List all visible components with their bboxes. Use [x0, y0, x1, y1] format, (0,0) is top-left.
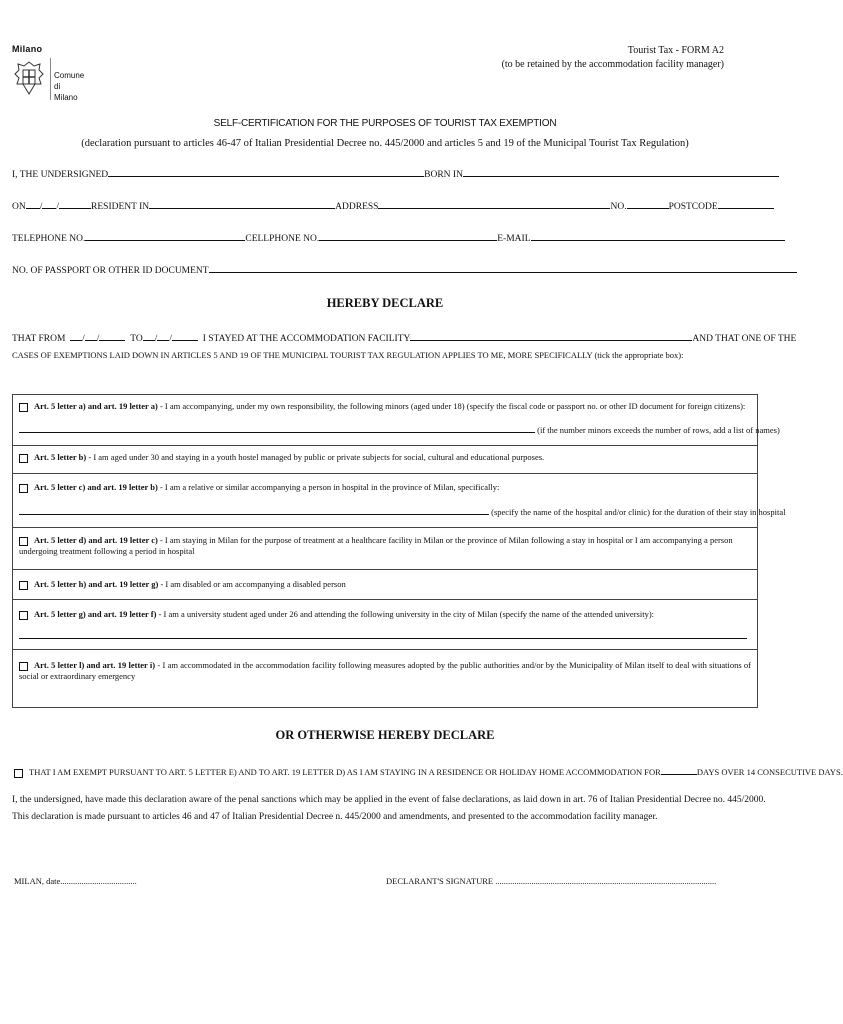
- city-name: Milano: [12, 44, 43, 54]
- house-number-field[interactable]: [627, 200, 669, 209]
- case-c-note: (specify the name of the hospital and/or clinic) for the duration of their stay in hospital: [491, 507, 786, 517]
- to-day-field[interactable]: [143, 332, 155, 341]
- document-subtitle: (declaration pursuant to articles 46-47 of Italian Presidential Decree no. 445/2000 and articles 5 and 19 of the Municipal Tourist Tax Regulation): [81, 138, 689, 149]
- case-a-text: - I am accompanying, under my own responsibility, the following minors (aged under 18) (specify the fiscal code or passport no. or other ID document for foreign citizens):: [159, 401, 746, 411]
- address-field[interactable]: [378, 200, 610, 209]
- case-g-checkbox[interactable]: [19, 611, 28, 620]
- milan-date[interactable]: MILAN, date....................................: [14, 876, 137, 886]
- no-label: NO.: [610, 202, 627, 212]
- case-l-ref: Art. 5 letter l) and art. 19 letter i): [34, 660, 156, 670]
- case-row-g: [13, 599, 757, 650]
- case-c-ref: Art. 5 letter c) and art. 19 letter b): [34, 482, 158, 492]
- case-h-checkbox[interactable]: [19, 581, 28, 590]
- case-l-text: - I am accommodated in the accommodation facility following measures adopted by the public authorities and/or by the Municipality of Milan itself to deal with situations of social or extraordinary emergency: [19, 660, 752, 681]
- undersigned-row: [12, 168, 756, 180]
- comune-line2: di Milano: [54, 82, 78, 102]
- birth-month-field[interactable]: [42, 200, 56, 209]
- closing-line-2: This declaration is made pursuant to articles 46 and 47 of Italian Presidential Decree n. 445/2000 and amendments, and presented to the accommodation facility manager.: [12, 812, 658, 822]
- case-row-l: [13, 649, 757, 708]
- birthplace-field[interactable]: [463, 168, 779, 177]
- comune-line1: Comune: [54, 71, 85, 80]
- case-a-note: (if the number minors exceeds the number of rows, add a list of names): [537, 425, 780, 435]
- case-h-text: - I am disabled or am accompanying a disabled person: [160, 579, 346, 589]
- closing-line-1: I, the undersigned, have made this declaration aware of the penal sanctions which may be applied in the event of false declarations, as laid down in art. 76 of Italian Presidential Decree no. 445/2000.: [12, 795, 766, 805]
- cellphone-field[interactable]: [319, 232, 497, 241]
- case-d-checkbox[interactable]: [19, 537, 28, 546]
- case-row-b: [13, 445, 757, 474]
- that-from-label: THAT FROM: [12, 334, 66, 344]
- case-c-text: - I am a relative or similar accompanying a person in hospital in the province of Milan, specifically:: [159, 482, 500, 492]
- postcode-field[interactable]: [718, 200, 774, 209]
- email-field[interactable]: [531, 232, 785, 241]
- form-id: [502, 44, 724, 72]
- case-row-a: [13, 395, 780, 445]
- case-d-ref: Art. 5 letter d) and art. 19 letter c): [34, 535, 158, 545]
- cellphone-label: CELLPHONE NO.: [245, 234, 320, 244]
- undersigned-label: I, THE UNDERSIGNED: [12, 170, 109, 180]
- email-label: E-MAIL: [497, 234, 531, 244]
- telephone-label: TELEPHONE NO.: [12, 234, 86, 244]
- birth-day-field[interactable]: [26, 200, 40, 209]
- signature-line[interactable]: DECLARANT'S SIGNATURE ........................................................................................................: [386, 876, 717, 886]
- case-h-ref: Art. 5 letter h) and art. 19 letter g): [34, 579, 159, 589]
- otherwise-days: DAYS OVER 14 CONSECUTIVE DAYS.: [696, 767, 843, 777]
- otherwise-row: [14, 766, 843, 778]
- case-row-c: [13, 473, 786, 528]
- case-g-text: - I am a university student aged under 26 and attending the following university in the city of Milan (specify the name of the attended university):: [158, 609, 655, 619]
- otherwise-heading: OR OTHERWISE HEREBY DECLARE: [275, 728, 495, 742]
- passport-label: NO. OF PASSPORT OR OTHER ID DOCUMENT: [12, 266, 209, 276]
- coat-of-arms-icon: [14, 60, 44, 98]
- university-field[interactable]: [19, 630, 747, 639]
- days-field[interactable]: [661, 766, 697, 775]
- on-label: ON: [12, 202, 26, 212]
- comune-label: [54, 70, 84, 103]
- residence-field[interactable]: [149, 200, 335, 209]
- case-b-text: - I am aged under 30 and staying in a youth hostel managed by public or private subjects for social, cultural and educational purposes.: [88, 452, 545, 462]
- to-month-field[interactable]: [157, 332, 169, 341]
- postcode-label: POSTCODE: [668, 202, 718, 212]
- stayed-label: I STAYED AT THE ACCOMMODATION FACILITY: [202, 334, 411, 344]
- otherwise-text: THAT I AM EXEMPT PURSUANT TO ART. 5 LETTER E) AND TO ART. 19 LETTER D) AS I AM STAYING IN A RESIDENCE OR HOLIDAY HOME ACCOMMODATION FOR: [29, 767, 661, 777]
- stay-row: THAT FROM / / TO / / I STAYED AT THE ACCOMMODATION FACILITY AND THAT ONE OF THE: [12, 334, 797, 344]
- otherwise-checkbox[interactable]: [14, 769, 23, 778]
- from-month-field[interactable]: [85, 332, 97, 341]
- from-year-field[interactable]: [99, 332, 125, 341]
- to-year-field[interactable]: [172, 332, 198, 341]
- case-b-checkbox[interactable]: [19, 454, 28, 463]
- logo-divider: [50, 58, 51, 100]
- case-row-h: [13, 569, 757, 600]
- hospital-field[interactable]: [19, 506, 489, 515]
- exemption-cases-box: [12, 394, 786, 708]
- case-g-ref: Art. 5 letter g) and art. 19 letter f): [34, 609, 157, 619]
- name-field[interactable]: [108, 168, 424, 177]
- declare-heading: HEREBY DECLARE: [326, 296, 444, 310]
- document-title: SELF-CERTIFICATION FOR THE PURPOSES OF TOURIST TAX EXEMPTION: [213, 118, 557, 129]
- and-one-label: AND THAT ONE OF THE: [692, 334, 797, 344]
- telephone-field[interactable]: [85, 232, 245, 241]
- form-retain-note: (to be retained by the accommodation facility manager): [501, 59, 724, 70]
- passport-field[interactable]: [209, 264, 797, 273]
- born-in-label: BORN IN: [424, 170, 463, 180]
- case-b-ref: Art. 5 letter b): [34, 452, 87, 462]
- to-label: TO: [130, 334, 143, 344]
- address-label: ADDRESS: [335, 202, 379, 212]
- facility-field[interactable]: [410, 332, 692, 341]
- case-l-checkbox[interactable]: [19, 662, 28, 671]
- case-c-checkbox[interactable]: [19, 484, 28, 493]
- case-d-text: - I am staying in Milan for the purpose of treatment at a healthcare facility in Milan or the province of Milan following a stay in hospital or I am accompanying a person undergoing treatment following a period in hospital: [19, 535, 733, 556]
- passport-row: [12, 264, 756, 276]
- residence-row: ON / / RESIDENT IN ADDRESS NO. POSTCODE: [12, 200, 756, 212]
- resident-in-label: RESIDENT IN: [91, 202, 150, 212]
- birth-year-field[interactable]: [59, 200, 91, 209]
- exemption-intro: CASES OF EXEMPTIONS LAID DOWN IN ARTICLES 5 AND 19 OF THE MUNICIPAL TOURIST TAX REGULATION APPLIES TO ME, MORE SPECIFICALLY (tick the appropriate box):: [12, 350, 684, 360]
- case-a-checkbox[interactable]: [19, 403, 28, 412]
- from-day-field[interactable]: [70, 332, 82, 341]
- milano-logo: [12, 44, 85, 102]
- minors-field[interactable]: [19, 424, 535, 433]
- case-row-d: [13, 527, 757, 570]
- contacts-row: [12, 232, 756, 244]
- form-id-title: Tourist Tax - FORM A2: [627, 45, 724, 56]
- case-a-ref: Art. 5 letter a) and art. 19 letter a): [34, 401, 158, 411]
